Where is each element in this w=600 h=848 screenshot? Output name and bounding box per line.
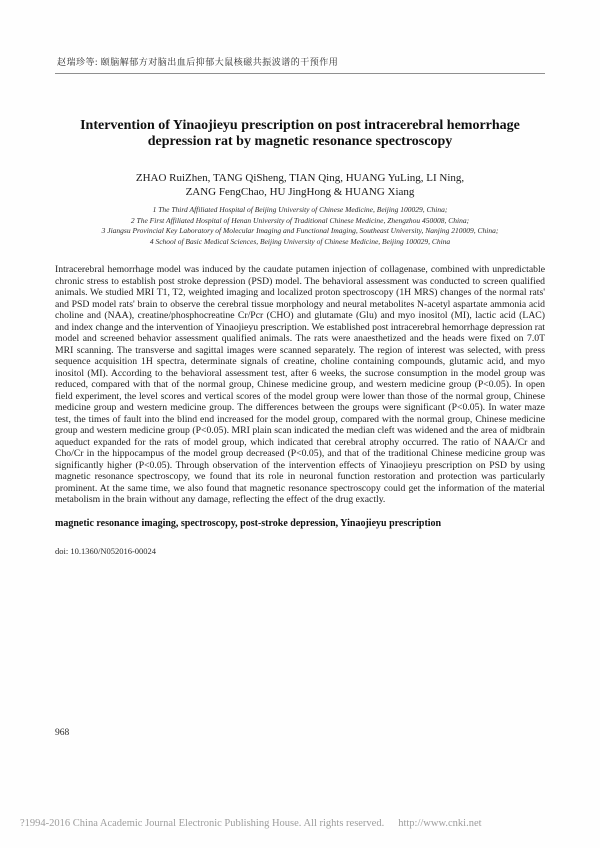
affiliation-line: 2 The First Affiliated Hospital of Henan University of Traditional Chinese Medicine, Zhengzhou 450008, China; bbox=[130, 215, 470, 225]
affiliation-line: 1 The Third Affiliated Hospital of Beijing University of Chinese Medicine, Beijing 100029, China; bbox=[152, 205, 448, 214]
header-divider bbox=[55, 73, 545, 74]
running-head: 赵瑞珍等: 颐脑解郁方对脑出血后抑郁大鼠核磁共振波谱的干预作用 bbox=[57, 57, 339, 67]
abstract-paragraph: Intracerebral hemorrhage model was induced by the caudate putamen injection of collagenase, combined with unpredictable chronic stress to establish post stroke depression (PSD) model. The behavioral assessment was conducted to screen qualified animals. We studied MRI T1, T2, weighted imaging and localized proton spectroscopy (1H MRS) changes of the normal rats' and PSD model rats' brain to observe the cerebral tissue morphology and neural metabolites N-acetyl aspartate ammonia acid choline and (NAA), creatine/phosphocreatine Cr/Pcr (CHO) and glutamate (Glu) and myo inositol (MI), lactic acid (LAC) and index change and the intervention of Yinaojieyu prescription. We established post intracerebral hemorrhage depression rat model and screened behavior assessment qualified animals. The rats were anaesthetized and the heads were fixed on 7.0T MRI scanning. The transverse and sagittal images were scanned separately. The region of interest was selected, with press sequence acquisition 1H spectra, determinate signals of creatine, choline containing compounds, glutamic acid, and myo inositol (MI). According to the behavioral assessment test, after 6 weeks, the sucrose consumption in the model group was reduced, compared with that of the normal group, Chinese medicine group, and western medicine group (P<0.05). In open field experiment, the level scores and vertical scores of the model group were lower than those of the normal group, Chinese medicine group and western medicine group. The differences between the groups were significant (P<0.05). In water maze test, the times of fault into the blind end increased for the model group, compared with the normal group, Chinese medicine group and western medicine group (P<0.05). MRI plain scan indicated the median cleft was widened and the area of midbrain aqueduct expanded for the rats of model group, which indicated that cerebral atrophy occurred. The ratio of NAA/Cr and Cho/Cr in the hippocampus of the model group decreased (P<0.05), and that of the traditional Chinese medicine group was significantly higher (P<0.05). Through observation of the intervention effects of Yinaojieyu prescription on PSD by using magnetic resonance spectroscopy, we found that its role in neuronal function restoration and protection was particularly prominent. At the same time, we also found that magnetic resonance spectroscopy could get the information of the material metabolism in the brain without any damage, reflecting the effect of the drug exactly. bbox=[55, 264, 545, 505]
author-list bbox=[0, 171, 600, 199]
article-title: Intervention of Yinaojieyu prescription on post intracerebral hemorrhage depression rat by magnetic resonance spectroscopy bbox=[80, 118, 520, 149]
author-line: ZANG FengChao, HU JingHong & HUANG Xiang bbox=[185, 186, 415, 198]
publisher-url: http://www.cnki.net bbox=[398, 818, 482, 829]
page-number: 968 bbox=[55, 728, 70, 738]
copyright-footer bbox=[20, 817, 580, 830]
keywords-line: magnetic resonance imaging, spectroscopy, post-stroke depression, Yinaojieyu prescription bbox=[55, 517, 442, 529]
doi-line: doi: 10.1360/N052016-00024 bbox=[55, 545, 157, 556]
copyright-text: ?1994-2016 China Academic Journal Electronic Publishing House. All rights reserved. bbox=[20, 818, 385, 829]
affiliation-list bbox=[0, 205, 600, 247]
affiliation-line: 4 School of Basic Medical Sciences, Beijing University of Chinese Medicine, Beijing 100029, China bbox=[149, 236, 451, 246]
affiliation-line: 3 Jiangsu Provincial Key Laboratory of Molecular Imaging and Functional Imaging, Southeast University, Nanjing 210009, China; bbox=[101, 226, 499, 235]
author-line: ZHAO RuiZhen, TANG QiSheng, TIAN Qing, HUANG YuLing, LI Ning, bbox=[135, 172, 465, 184]
